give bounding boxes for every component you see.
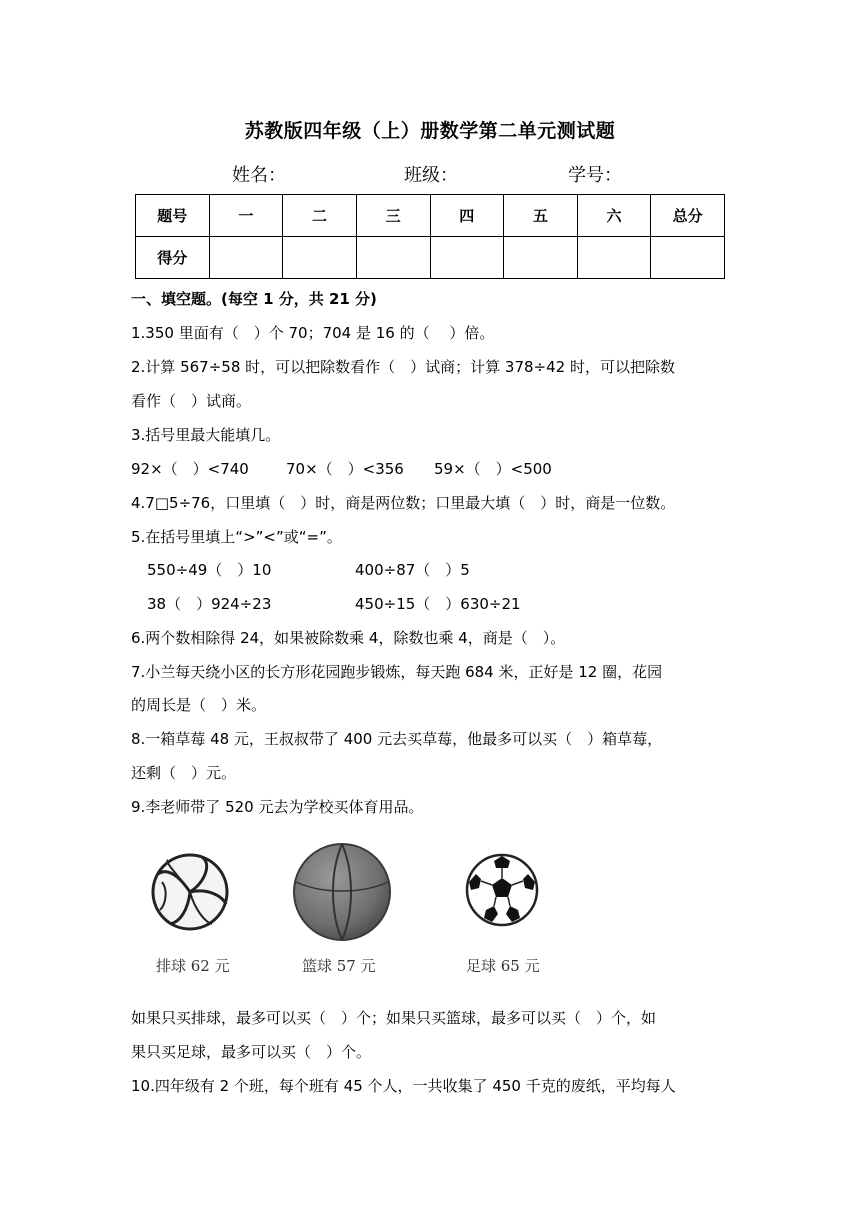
score-cell[interactable] xyxy=(209,237,283,279)
score-header-cell: 总分 xyxy=(651,195,725,237)
score-header-cell: 六 xyxy=(577,195,651,237)
question-7: 7.小兰每天绕小区的长方形花园跑步锻炼，每天跑 684 米，正好是 12 圈，花园 xyxy=(131,663,663,681)
question-5-item: 38（ ）924÷23 xyxy=(147,595,272,613)
score-header-cell: 五 xyxy=(504,195,578,237)
question-8-continued: 还剩（ ）元。 xyxy=(131,764,237,782)
question-3-item: 59×（ ）<500 xyxy=(434,460,552,478)
question-3-item: 92×（ ）<740 xyxy=(131,460,249,478)
section-heading: 一、填空题。(每空 1 分，共 21 分) xyxy=(131,290,377,308)
question-3: 3.括号里最大能填几。 xyxy=(131,426,281,444)
score-cell[interactable] xyxy=(356,237,430,279)
question-7-continued: 的周长是（ ）米。 xyxy=(131,696,267,714)
score-table-header-row xyxy=(136,195,725,237)
score-table-score-row xyxy=(136,237,725,279)
question-5: 5.在括号里填上“>”<”或“=”。 xyxy=(131,528,342,546)
question-9-followup: 如果只买排球，最多可以买（ ）个；如果只买篮球，最多可以买（ ）个，如 xyxy=(131,1009,657,1027)
student-number-label: 学号： xyxy=(568,165,622,186)
soccer-ball-price-label: 足球 65 元 xyxy=(466,957,540,975)
question-8: 8.一箱草莓 48 元，王叔叔带了 400 元去买草莓，他最多可以买（ ）箱草莓， xyxy=(131,730,663,748)
question-1: 1.350 里面有（ ）个 70；704 是 16 的（ ）倍。 xyxy=(131,324,495,342)
name-label: 姓名： xyxy=(232,165,286,186)
question-2: 2.计算 567÷58 时，可以把除数看作（ ）试商；计算 378÷42 时，可以把除数 xyxy=(131,358,675,376)
score-row-label: 得分 xyxy=(136,237,210,279)
question-10: 10.四年级有 2 个班，每个班有 45 个人，一共收集了 450 千克的废纸，平均每人 xyxy=(131,1077,676,1095)
question-9: 9.李老师带了 520 元去为学校买体育用品。 xyxy=(131,798,424,816)
volleyball-price-label: 排球 62 元 xyxy=(156,957,230,975)
soccer-ball-icon xyxy=(464,852,540,932)
question-3-item: 70×（ ）<356 xyxy=(286,460,404,478)
score-header-cell: 二 xyxy=(283,195,357,237)
question-5-item: 450÷15（ ）630÷21 xyxy=(355,595,521,613)
basketball-icon xyxy=(292,842,392,946)
class-label: 班级： xyxy=(404,165,458,186)
question-5-item: 550÷49（ ）10 xyxy=(147,561,272,579)
basketball-price-label: 篮球 57 元 xyxy=(302,957,376,975)
score-cell[interactable] xyxy=(283,237,357,279)
question-2-continued: 看作（ ）试商。 xyxy=(131,392,252,410)
score-table xyxy=(135,194,725,279)
volleyball-icon xyxy=(150,852,230,936)
score-cell[interactable] xyxy=(651,237,725,279)
question-9-followup-continued: 果只买足球，最多可以买（ ）个。 xyxy=(131,1043,372,1061)
question-4: 4.7□5÷76，口里填（ ）时，商是两位数；口里最大填（ ）时，商是一位数。 xyxy=(131,494,676,512)
score-header-cell: 三 xyxy=(356,195,430,237)
score-header-cell: 四 xyxy=(430,195,504,237)
score-cell[interactable] xyxy=(577,237,651,279)
score-cell[interactable] xyxy=(504,237,578,279)
score-header-cell: 题号 xyxy=(136,195,210,237)
question-6: 6.两个数相除得 24，如果被除数乘 4，除数也乘 4，商是（ ）。 xyxy=(131,629,566,647)
score-header-cell: 一 xyxy=(209,195,283,237)
page-title: 苏教版四年级（上）册数学第二单元测试题 xyxy=(244,120,616,142)
score-cell[interactable] xyxy=(430,237,504,279)
question-5-item: 400÷87（ ）5 xyxy=(355,561,470,579)
